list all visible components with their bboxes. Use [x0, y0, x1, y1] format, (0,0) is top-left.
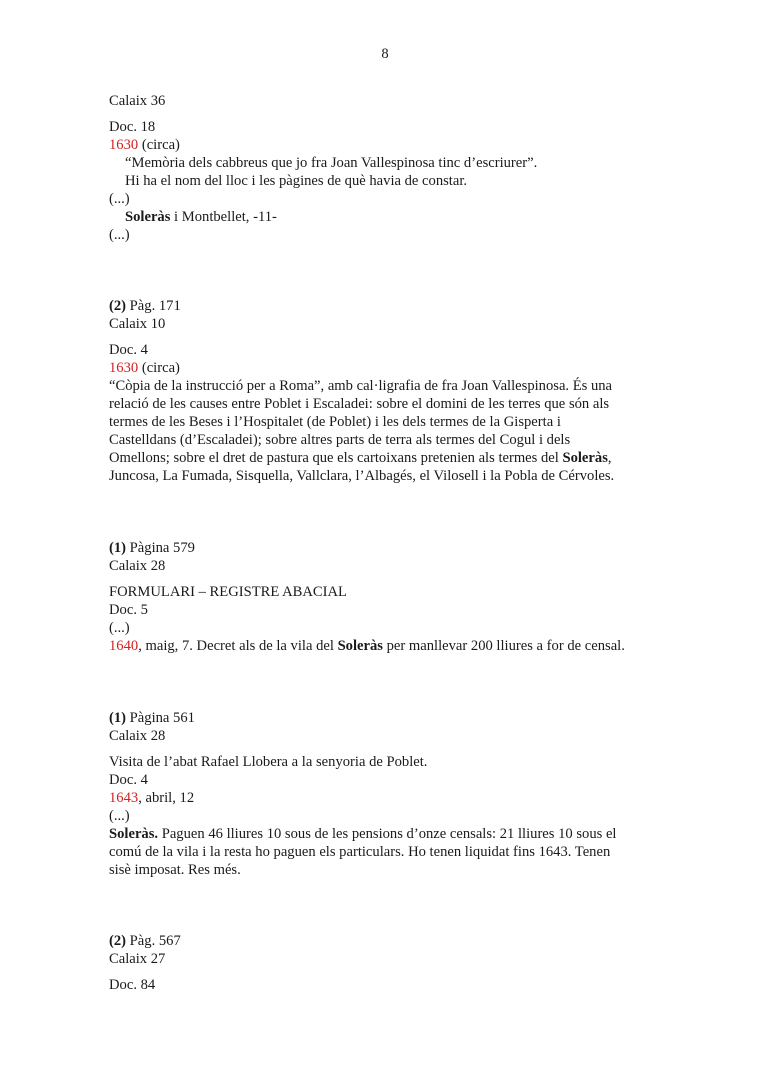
entry-calaix-27 [109, 932, 661, 994]
page-number: 8 [381, 46, 389, 62]
year: 1630 [109, 360, 139, 376]
paragraph-line: “Còpia de la instrucció per a Roma”, amb cal·ligrafia de fra Joan Vallespinosa. És una [109, 378, 613, 394]
doc-number: Doc. 4 [109, 342, 148, 358]
paragraph-line: Omellons; sobre el dret de pastura que els cartoixans pretenien als termes del Soleràs, [109, 450, 612, 466]
ellipsis: (...) [109, 227, 130, 243]
ellipsis: (...) [109, 808, 130, 824]
entry-calaix-36 [109, 92, 661, 244]
entry-calaix-28-formulari [109, 539, 661, 655]
paragraph-line: Soleràs. Paguen 46 lliures 10 sous de les pensions d’onze censals: 21 lliures 10 sous el [109, 826, 617, 842]
page-reference: (1) Pàgina 561 [109, 710, 195, 726]
paragraph-line: termes de les Beses i l’Hospitalet (de Poblet) i les dels termes de la Gisperta i [109, 414, 561, 430]
entry-calaix-28-visita [109, 709, 661, 879]
doc-number: Doc. 4 [109, 772, 148, 788]
date-line [109, 359, 661, 377]
paragraph-line: Juncosa, La Fumada, Sisquella, Vallclara, l’Albagés, el Vilosell i la Pobla de Cérvoles. [109, 468, 615, 484]
date-line [109, 136, 661, 154]
document-title: “Memòria dels cabbreus que jo fra Joan Vallespinosa tinc d’escriurer”. [125, 155, 538, 171]
section-heading: Visita de l’abat Rafael Llobera a la senyoria de Poblet. [109, 754, 428, 770]
ellipsis: (...) [109, 191, 130, 207]
calaix-label: Calaix 36 [109, 93, 166, 109]
doc-number: Doc. 18 [109, 119, 156, 135]
paragraph-line: comú de la vila i la resta ho paguen els particulars. Ho tenen liquidat fins 1643. Tenen [109, 844, 611, 860]
paragraph-line: Castelldans (d’Escaladei); sobre altres parts de terra als termes del Cogul i dels [109, 432, 571, 448]
place-entry: Soleràs i Montbellet, -11- [125, 209, 277, 225]
year: 1640 [109, 638, 139, 654]
ellipsis: (...) [109, 620, 130, 636]
section-heading: FORMULARI – REGISTRE ABACIAL [109, 584, 347, 600]
description: Hi ha el nom del lloc i les pàgines de què havia de constar. [125, 173, 468, 189]
date-line [109, 789, 661, 807]
year: 1630 [109, 137, 139, 153]
doc-number: Doc. 84 [109, 977, 156, 993]
page-reference: (2) Pàg. 567 [109, 933, 181, 949]
date-qualifier: , abril, 12 [138, 790, 195, 806]
doc-number: Doc. 5 [109, 602, 148, 618]
date-qualifier: (circa) [138, 137, 180, 153]
year: 1643 [109, 790, 139, 806]
entry-calaix-10 [109, 297, 661, 485]
date-qualifier: (circa) [138, 360, 180, 376]
calaix-label: Calaix 27 [109, 951, 166, 967]
page-reference: (1) Pàgina 579 [109, 540, 195, 556]
page-reference: (2) Pàg. 171 [109, 298, 181, 314]
calaix-label: Calaix 28 [109, 558, 166, 574]
calaix-label: Calaix 28 [109, 728, 166, 744]
decree-text: , maig, 7. Decret als de la vila del Soleràs per manllevar 200 lliures a for de censal. [138, 638, 625, 654]
date-line [109, 637, 661, 655]
paragraph-line: sisè imposat. Res més. [109, 862, 241, 878]
paragraph-line: relació de les causes entre Poblet i Escaladei: sobre el domini de les terres que són als [109, 396, 610, 412]
calaix-label: Calaix 10 [109, 316, 166, 332]
